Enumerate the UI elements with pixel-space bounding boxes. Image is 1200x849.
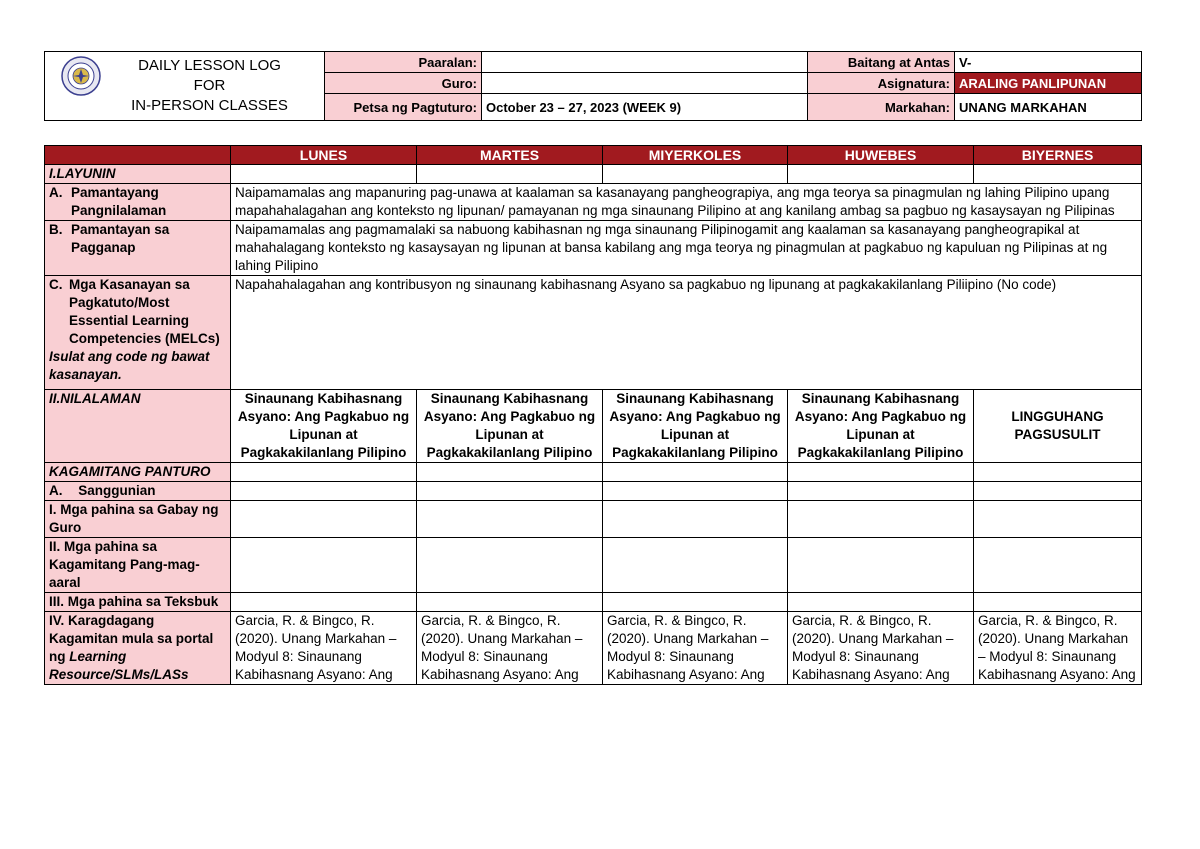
row-prefix: C. (49, 277, 63, 292)
header-table (44, 51, 1142, 121)
cell[interactable] (231, 165, 417, 184)
row-label-text: Sanggunian (78, 483, 156, 498)
melcs-label (45, 276, 231, 390)
cell[interactable] (603, 482, 788, 501)
cell[interactable] (788, 463, 974, 482)
day-header-biyernes: BIYERNES (974, 146, 1142, 165)
cell[interactable] (603, 501, 788, 538)
nilalaman-topic-huwebes: Sinaunang Kabihasnang Asyano: Ang Pagkabuo ng Lipunan at Pagkakakilanlang Pilipino (788, 390, 974, 463)
cell[interactable] (974, 463, 1142, 482)
title-cell (45, 52, 325, 121)
melcs-note: Isulat ang code ng bawat kasanayan. (49, 349, 210, 382)
cell[interactable] (417, 482, 603, 501)
day-header-huwebes: HUWEBES (788, 146, 974, 165)
row-prefix: B. (49, 222, 63, 237)
day-header-lunes: LUNES (231, 146, 417, 165)
karagdagang-label (45, 612, 231, 685)
kagamitan-label: KAGAMITANG PANTURO (45, 463, 231, 482)
title-line-3: IN-PERSON CLASSES (131, 97, 288, 114)
cell[interactable] (974, 482, 1142, 501)
cell[interactable] (603, 463, 788, 482)
cell[interactable] (417, 501, 603, 538)
cell[interactable] (788, 482, 974, 501)
cell[interactable] (788, 165, 974, 184)
cell[interactable] (974, 165, 1142, 184)
cell[interactable] (603, 593, 788, 612)
cell[interactable] (231, 463, 417, 482)
day-header-miyerkoles: MIYERKOLES (603, 146, 788, 165)
deped-seal-icon (61, 56, 101, 96)
nilalaman-topic-martes: Sinaunang Kabihasnang Asyano: Ang Pagkabuo ng Lipunan at Pagkakakilanlang Pilipino (417, 390, 603, 463)
pamantayang-pangnilalaman-text: Naipamamalas ang mapanuring pag-unawa at kaalaman sa kasanayang pangheograpiya, ang mga teorya sa pinagmulan ng lahing Pilipino upang mapahahalagahan ang konteksto ng lipunan/ pamayanan ng mga sinaunang Pilipino at ang kanilang ambag sa pagbuo ng kasaysayan ng Pilipinas (231, 184, 1142, 221)
melcs-text: Napahahalagahan ang kontribusyon ng sinaunang kabihasnang Asyano sa pagkabuo ng lipunang at pagkakakilanlang Piliipino (No code) (231, 276, 1142, 390)
karagdagang-label-text: IV. Karagdagang Kagamitan mula sa portal ng (49, 613, 214, 664)
cell[interactable] (417, 463, 603, 482)
nilalaman-label: II.NILALAMAN (45, 390, 231, 463)
sanggunian-label (45, 482, 231, 501)
row-prefix: A. (49, 185, 63, 200)
cell[interactable] (974, 538, 1142, 593)
row-label-text: Pamantayan sa Pagganap (71, 222, 170, 255)
cell[interactable] (788, 501, 974, 538)
baitang-field[interactable]: V- (955, 52, 1142, 73)
pamantayang-pangnilalaman-label (45, 184, 231, 221)
karagdagang-text-lunes: Garcia, R. & Bingco, R. (2020). Unang Markahan – Modyul 8: Sinaunang Kabihasnang Asyano: Ang (231, 612, 417, 685)
paaralan-field[interactable] (482, 52, 808, 73)
day-header-martes: MARTES (417, 146, 603, 165)
teksbuk-label: III. Mga pahina sa Teksbuk (45, 593, 231, 612)
cell[interactable] (788, 593, 974, 612)
asignatura-label: Asignatura: (808, 73, 955, 94)
nilalaman-topic-lunes: Sinaunang Kabihasnang Asyano: Ang Pagkabuo ng Lipunan at Pagkakakilanlang Pilipino (231, 390, 417, 463)
guro-field[interactable] (482, 73, 808, 94)
baitang-label: Baitang at Antas (808, 52, 955, 73)
cell[interactable] (417, 165, 603, 184)
guro-label: Guro: (325, 73, 482, 94)
markahan-field[interactable]: UNANG MARKAHAN (955, 94, 1142, 121)
title-line-1: DAILY LESSON LOG (138, 57, 281, 74)
kagamitang-mag-aaral-label: II. Mga pahina sa Kagamitang Pang-mag-aaral (45, 538, 231, 593)
cell[interactable] (788, 538, 974, 593)
nilalaman-topic-miyerkoles: Sinaunang Kabihasnang Asyano: Ang Pagkabuo ng Lipunan at Pagkakakilanlang Pilipino (603, 390, 788, 463)
karagdagang-text-martes: Garcia, R. & Bingco, R. (2020). Unang Markahan – Modyul 8: Sinaunang Kabihasnang Asyano: Ang (417, 612, 603, 685)
lesson-log-table (44, 145, 1142, 685)
pamantayan-pagganap-label (45, 221, 231, 276)
markahan-label: Markahan: (808, 94, 955, 121)
row-prefix: A. (49, 483, 63, 498)
gabay-guro-label: I. Mga pahina sa Gabay ng Guro (45, 501, 231, 538)
cell[interactable] (231, 482, 417, 501)
cell[interactable] (417, 593, 603, 612)
petsa-label: Petsa ng Pagtuturo: (325, 94, 482, 121)
title-line-2: FOR (193, 77, 226, 94)
karagdagang-text-miyerkoles: Garcia, R. & Bingco, R. (2020). Unang Markahan – Modyul 8: Sinaunang Kabihasnang Asyano: Ang (603, 612, 788, 685)
karagdagang-label-italic: Learning Resource/SLMs/LASs (49, 649, 189, 682)
row-label-text: Pamantayang Pangnilalaman (71, 185, 167, 218)
cell[interactable] (974, 593, 1142, 612)
layunin-label: I.LAYUNIN (45, 165, 231, 184)
asignatura-field[interactable]: ARALING PANLIPUNAN (955, 73, 1142, 94)
row-label-text: Mga Kasanayan sa Pagkatuto/Most Essential Learning Competencies (MELCs) (69, 277, 220, 346)
cell[interactable] (231, 501, 417, 538)
cell[interactable] (974, 501, 1142, 538)
pamantayan-pagganap-text: Naipamamalas ang pagmamalaki sa nabuong kabihasnan ng mga sinaunang Pilipinogamit ang kaalaman sa kasanayang pangheograpikal at mahahalagang konteksto ng kasaysayan ng lipunan at bansa kabilang ang mga teorya ng pinagmulan at pagkabuo ng kapuluan ng Pilipinas at ng lahing Pilipino (231, 221, 1142, 276)
cell[interactable] (603, 165, 788, 184)
cell[interactable] (603, 538, 788, 593)
cell[interactable] (231, 593, 417, 612)
corner-cell (45, 146, 231, 165)
paaralan-label: Paaralan: (325, 52, 482, 73)
karagdagang-text-huwebes: Garcia, R. & Bingco, R. (2020). Unang Markahan – Modyul 8: Sinaunang Kabihasnang Asyano: Ang (788, 612, 974, 685)
petsa-field[interactable]: October 23 – 27, 2023 (WEEK 9) (482, 94, 808, 121)
karagdagang-text-biyernes: Garcia, R. & Bingco, R. (2020). Unang Markahan – Modyul 8: Sinaunang Kabihasnang Asyano: Ang (974, 612, 1142, 685)
cell[interactable] (231, 538, 417, 593)
cell[interactable] (417, 538, 603, 593)
nilalaman-topic-biyernes: LINGGUHANG PAGSUSULIT (974, 390, 1142, 463)
